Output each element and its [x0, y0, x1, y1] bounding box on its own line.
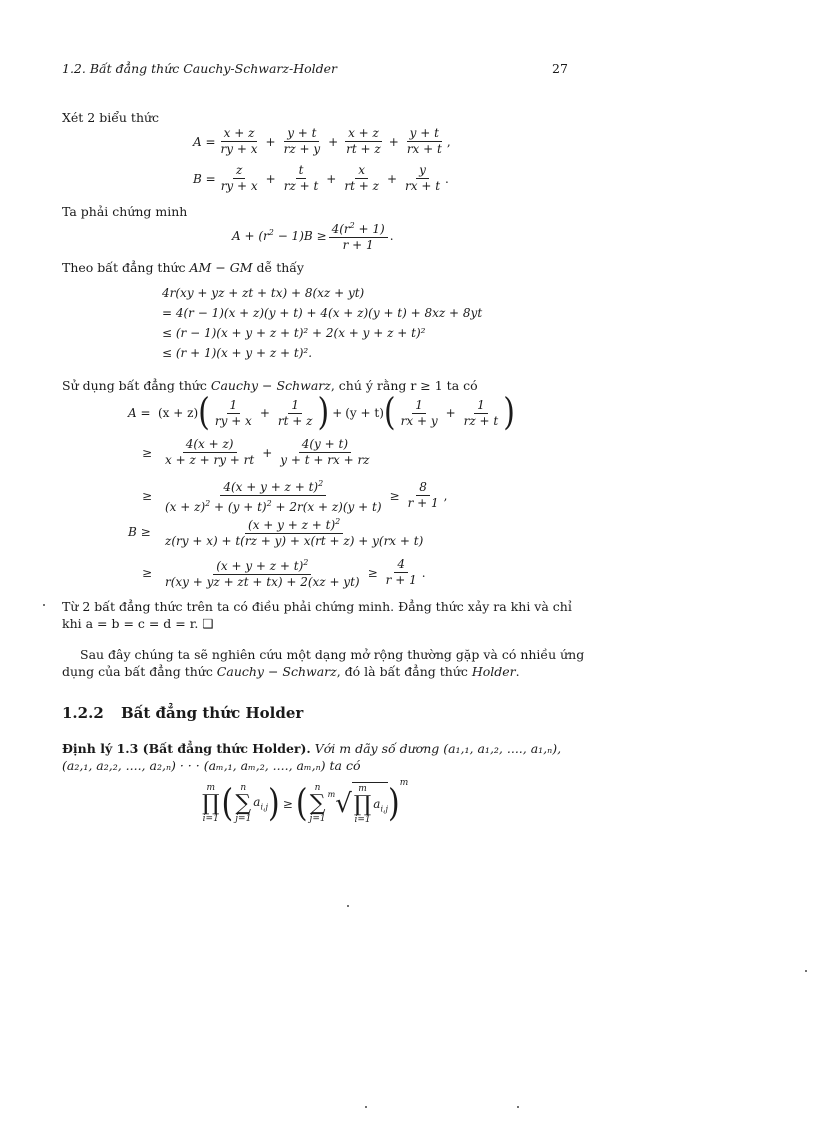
amgm-line-3: ≤ (r − 1)(x + y + z + t)² + 2(x + y + z + t)²: [162, 326, 426, 340]
scan-speck: [347, 905, 349, 907]
amgm-line-1: 4r(xy + yz + zt + tx) + 8(xz + yt): [162, 286, 365, 300]
paragraph-prove: Ta phải chứng minh: [62, 204, 188, 219]
cauchy-text-prefix: Sử dụng bất đẳng thức: [62, 378, 211, 393]
paragraph-intro: Xét 2 biểu thức: [62, 110, 160, 125]
subsection-number: 1.2.2: [62, 704, 104, 722]
theorem-line-1: [62, 741, 561, 757]
amgm-term: AM − GM: [189, 260, 253, 275]
intro-line-1: Sau đây chúng ta sẽ nghiên cứu một dạng mở rộng thường gặp và có nhiều ứng: [80, 647, 585, 662]
cauchy-line-3: ≥ $\frac{4(x + y + z + t)^2}{(x + z)^2 + (y + t)^2 + 2r(x + z)(y + t)}$ ≥ $\frac{8}{r + 1}$ ,: [142, 479, 448, 514]
cauchy-line-2: ≥ $\frac{4(x + z)}{x + z + ry + rt}$ + $\frac{4(y + t)}{y + t + rx + rz}$: [142, 437, 370, 467]
equation-b: B = $\frac{z}{ry + x}$ + $\frac{t}{rz + t}$ + $\frac{x}{rt + z}$ + $\frac{y}{rx + t}$ .: [193, 163, 449, 193]
intro-text-mid: , đó là bất đẳng thức: [336, 664, 472, 679]
equation-a: A = $\frac{x + z}{ry + x}$ + $\frac{y + t}{rz + y}$ + $\frac{x + z}{rt + z}$ + $\frac{y + t}{rx + t}$ ,: [193, 126, 451, 156]
subsection-title: Bất đẳng thức Holder: [121, 704, 304, 722]
conclusion-line-2: khi a = b = c = d = r. ❑: [62, 616, 214, 631]
equation-goal: $A + (r^2 - 1)B$ ≥ $\frac{4(r^2 + 1)}{r + 1}$ .: [232, 221, 394, 252]
paragraph-cauchy: [62, 378, 478, 394]
holder-formula: m ∏ i=1 ( n ∑ j=1 $a_{i,j}$ ) ≥ ( n ∑ j=1 m √ m ∏ i=1 $a_{i,j}$ ) m: [202, 778, 409, 825]
paragraph-amgm: [62, 260, 304, 276]
amgm-line-4: ≤ (r + 1)(x + y + z + t)².: [162, 346, 313, 360]
intro-term-cauchy: Cauchy − Schwarz: [216, 664, 337, 679]
amgm-text-suffix: dễ thấy: [252, 260, 304, 275]
theorem-text-1: Với m dãy số dương (a₁,₁, a₁,₂, ...., a₁,ₙ),: [314, 741, 562, 756]
amgm-text-prefix: Theo bất đẳng thức: [62, 260, 190, 275]
intro-text-prefix: dụng của bất đẳng thức: [62, 664, 217, 679]
cauchy-line-5: ≥ $\frac{(x + y + z + t)^2}{r(xy + yz + zt + tx) + 2(xz + yt)}$ ≥ $\frac{4}{r + 1}$ .: [142, 557, 426, 589]
running-header: 1.2. Bất đẳng thức Cauchy-Schwarz-Holder: [62, 61, 337, 76]
cauchy-term: Cauchy − Schwarz: [210, 378, 331, 393]
scan-speck: [805, 970, 807, 972]
conclusion-line-1: Từ 2 bất đẳng thức trên ta có điều phải chứng minh. Đẳng thức xảy ra khi và chỉ: [62, 599, 572, 614]
theorem-line-2: (a₂,₁, a₂,₂, ...., a₂,ₙ) · · · (aₘ,₁, aₘ,₂, ...., aₘ,ₙ) ta có: [62, 758, 361, 773]
cauchy-line-4: B ≥ $\frac{(x + y + z + t)^2}{z(ry + x) + t(rz + y) + x(rt + z) + y(rx + t)}$: [128, 517, 424, 548]
amgm-line-2: = 4(r − 1)(x + z)(y + t) + 4(x + z)(y + t) + 8xz + 8yt: [162, 306, 483, 320]
scan-speck: [43, 604, 45, 606]
cauchy-text-suffix: , chú ý rằng r ≥ 1 ta có: [330, 378, 478, 393]
page-number: 27: [552, 61, 568, 76]
theorem-label: Định lý 1.3 (Bất đẳng thức Holder).: [62, 741, 311, 756]
scan-speck: [365, 1106, 367, 1108]
scan-speck: [517, 1106, 519, 1108]
intro-text-end: .: [515, 664, 520, 679]
subsection-heading: [62, 704, 303, 722]
cauchy-line-1: A = (x + z) ( $\frac{1}{ry + x}$ + $\frac{1}{rt + z}$ ) + (y + t) ( $\frac{1}{rx + y}$ + $\frac{1}{rz + t}$ ): [128, 390, 515, 435]
intro-term-holder: Holder: [471, 664, 516, 679]
intro-line-2: [62, 664, 520, 680]
